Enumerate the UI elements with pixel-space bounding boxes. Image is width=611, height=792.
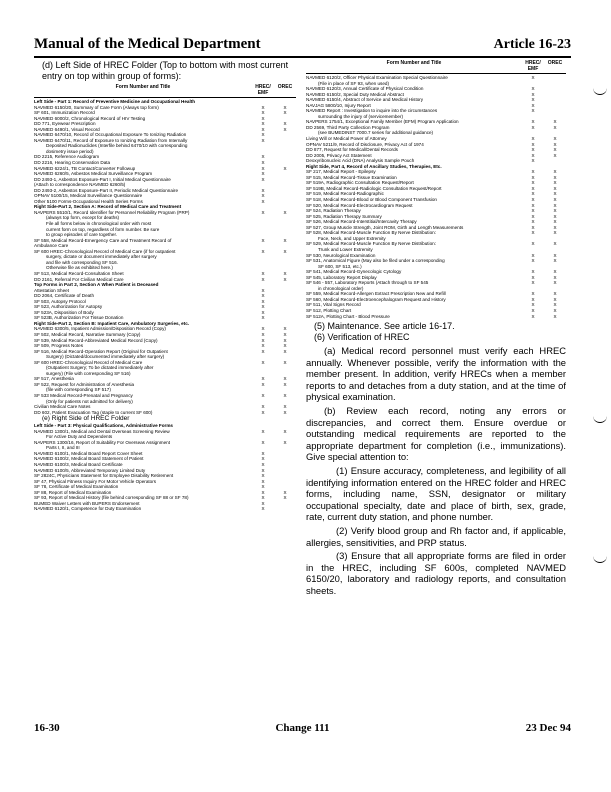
col-form-title: Form Number and Title — [115, 84, 171, 90]
orec-mark: X — [553, 224, 557, 230]
hrec-mark: X — [531, 102, 535, 108]
form-title: BUMED Waiver Letters with BUPERS Endorsement — [34, 500, 140, 506]
hrec-mark: X — [261, 404, 265, 410]
form-title: File all forms below in chronological order with most — [46, 221, 152, 227]
hrec-mark: X — [261, 326, 265, 332]
form-title: OPNAV 5211/9, Record of Disclosure, Privacy Act of 1974 — [306, 141, 424, 147]
hrec-mark: X — [261, 343, 265, 349]
hrec-mark: X — [531, 197, 535, 203]
form-title: Right Side-Part 2, Section B: Inpatient Care, Ambulatory Surgeries, etc. — [34, 320, 190, 326]
orec-mark: X — [283, 237, 287, 243]
right-table-header — [306, 60, 566, 74]
right-form-list — [306, 75, 566, 319]
orec-mark: X — [553, 307, 557, 313]
margin-change-mark — [593, 88, 607, 95]
hrec-mark: X — [531, 180, 535, 186]
form-title: NAVMED 6470/10, Record of Occupational Exposure To Ionizing Radiation — [34, 132, 187, 138]
hrec-mark: X — [261, 348, 265, 354]
hrec-mark: X — [531, 269, 535, 275]
orec-mark: X — [553, 219, 557, 225]
col-form-title: Form Number and Title — [386, 60, 442, 66]
orec-mark: X — [553, 296, 557, 302]
hrec-mark: X — [261, 104, 265, 110]
form-title: NAVPERS 1300/16, Report of Suitability For Overseas Assignment — [34, 439, 171, 445]
form-title: NAVMED 6490/1, Visual Record — [34, 126, 100, 132]
hrec-mark: X — [261, 187, 265, 193]
hrec-mark: X — [261, 473, 265, 479]
page-header — [34, 34, 571, 58]
form-title: NAVMED 6120/3, Annual Certificate of Physical Condition — [306, 86, 424, 92]
hrec-mark: X — [531, 213, 535, 219]
hrec-mark: X — [261, 462, 265, 467]
orec-mark: X — [553, 241, 557, 247]
hrec-mark: X — [531, 108, 535, 114]
orec-mark: X — [283, 331, 287, 337]
para-b2: (2) Verify blood group and Rh factor and, if applicable, allergies, sensitivities, and PRP status. — [306, 524, 566, 548]
form-title: SF 559, Medical Record-Allergen Extract Prescription New and Refill — [306, 291, 446, 297]
hrec-mark: X — [261, 467, 265, 473]
hrec-mark: X — [261, 276, 265, 282]
form-title: SF 512, Plotting Chart — [306, 307, 352, 313]
form-row — [34, 506, 296, 512]
form-title: SF 93, Report of Medical History (file behind corresponding SF 88 or SF 78) — [34, 495, 189, 501]
hrec-mark: X — [261, 428, 265, 434]
hrec-mark: X — [531, 119, 535, 125]
form-title: SF 78, Certificate of Medical Examination — [34, 484, 119, 490]
form-title: NAVMED 6100/2, Medical Board Statement of Patient — [34, 456, 144, 462]
orec-mark: X — [283, 428, 287, 434]
hrec-mark: X — [531, 307, 535, 313]
form-title: Left Side - Part 1: Record of Preventive Medicine and Occupational Health — [34, 99, 196, 104]
form-title: SF 515, Medical Record-Tissue Examination — [306, 174, 397, 180]
form-title: (File in place of SF 93, when used) — [318, 80, 389, 86]
form-title: surrounding the injury of (servicemember) — [318, 113, 404, 119]
form-title: (Attach to correspondence NAVMED 6260/5) — [34, 182, 126, 188]
form-title: NAVMED 6120/2, Officer Physical Examination Special Questionnaire — [306, 75, 448, 80]
form-title: DD 602, Patient Evacuation Tag (staple to current SF 600) — [34, 409, 153, 415]
hrec-mark: X — [261, 500, 265, 506]
change-number: Change 111 — [275, 722, 330, 734]
hrec-mark: X — [531, 230, 535, 236]
form-title: DD 771, Eyewear Prescription — [34, 121, 96, 127]
orec-mark: X — [283, 343, 287, 349]
form-title: NAVPERS 1754/1, Exceptional Family Member (EFM) Program Application — [306, 119, 459, 125]
form-title: SF 529, Medical Record-Muscle Function By Nerve Distribution: — [306, 241, 436, 247]
hrec-mark: X — [531, 202, 535, 208]
orec-mark: X — [283, 276, 287, 282]
form-title: SF 88, Report of Medical Examination — [34, 489, 112, 495]
orec-mark: X — [553, 291, 557, 297]
hrec-mark: X — [261, 337, 265, 343]
form-title: Right Side-Part 2, Section A: Record of Medical Care and Treatment — [34, 204, 182, 210]
orec-mark: X — [553, 202, 557, 208]
orec-mark: X — [553, 191, 557, 197]
form-title: SF 502, Medical Record, Narrative Summary (Copy) — [34, 331, 141, 337]
para-b: (b) Review each record, noting any errors or discrepancies, and correct them. Ensure overdue or outstanding medical requirements are reported to the appropriate department for completion (i.e., immunizations). Give special attention to: — [306, 405, 566, 463]
orec-mark: X — [283, 270, 287, 276]
orec-mark: X — [553, 169, 557, 175]
hrec-mark — [252, 415, 274, 423]
hrec-mark: X — [261, 115, 265, 121]
orec-mark: X — [553, 258, 557, 264]
orec-mark: X — [553, 302, 557, 308]
form-title: SF 526, Medical Record-Interstitial/Intercavity Therapy — [306, 219, 417, 225]
hrec-mark: X — [261, 506, 265, 512]
hrec-mark: X — [531, 141, 535, 147]
form-title: Living Will or Medical Power of Attorney — [306, 136, 387, 142]
orec-mark: X — [553, 147, 557, 153]
form-title: NAVMED 6260/5, Asbestos Medical Surveillance Program — [34, 171, 153, 177]
orec-mark: X — [553, 152, 557, 158]
form-title: Trunk and Lower Extremity — [318, 246, 373, 252]
margin-change-mark — [593, 556, 607, 563]
page-footer — [34, 718, 571, 734]
col-orec: OREC — [547, 60, 563, 66]
form-title: SF 546 - 557, Laboratory Reports (Attach through to SF 545 — [306, 280, 429, 286]
hrec-mark: X — [261, 495, 265, 501]
hrec-mark: X — [531, 158, 535, 164]
form-title: OPNAV 5100/15, Medical Surveillance Questionnaire — [34, 193, 143, 199]
page-number: 16-30 — [34, 722, 60, 734]
form-title: SF 531, Anatomical Figure (May also be filed under a corresponding — [306, 258, 445, 264]
form-title: SF 539, Medical Record-Abbreviated Medical Record (Copy) — [34, 337, 158, 343]
form-title: For Active Duty and Dependents — [46, 434, 113, 440]
left-form-list — [34, 99, 296, 512]
form-title: Otherwise file as exhibited here.) — [46, 265, 113, 271]
hrec-mark: X — [531, 302, 535, 308]
form-title: DD 2005, Privacy Act Statement — [306, 152, 372, 158]
orec-mark: X — [283, 337, 287, 343]
hrec-mark: X — [531, 258, 535, 264]
orec-mark: X — [283, 209, 287, 215]
form-title: NAVPERS 5510/1, Record Identifier for Personnel Reliability Program (PRP) — [34, 209, 190, 215]
form-title: Deoxyribonucleic Acid (DNA) Analysis Sample Pouch — [306, 158, 415, 164]
form-title: NAVJAG 5800/10, Injury Report — [306, 102, 371, 108]
form-title: SF 47, Physical Fitness Inquiry For Motor Vehicle Operators — [34, 478, 157, 484]
form-title: Surgery) (Dictated/documented immediately after surgery) — [46, 354, 165, 360]
hrec-mark: X — [261, 137, 265, 143]
orec-mark: X — [283, 121, 287, 127]
form-title: SF 519, Medical Record-Radiographic — [306, 191, 384, 197]
form-title: SF 527, Group Muscle Strength, Joint ROM, Girth and Length Measurements — [306, 224, 464, 230]
hrec-mark: X — [531, 291, 535, 297]
form-title: in chronological order) — [318, 285, 364, 291]
orec-mark: X — [283, 165, 287, 171]
hrec-mark: X — [261, 478, 265, 484]
form-title: SF 601, Immunization Record — [34, 110, 95, 116]
form-title: NAVMED Report : Investigation to inquire into the circumstances — [306, 108, 438, 114]
form-title: SF 518, Medical Record-Blood or Blood Component Transfusion — [306, 197, 437, 203]
verification-heading: (6) Verification of HREC — [314, 332, 410, 343]
hrec-mark: X — [261, 270, 265, 276]
hrec-mark: X — [261, 293, 265, 299]
orec-mark — [274, 506, 296, 512]
hrec-mark: X — [531, 97, 535, 103]
form-title: SF 530, Neurological Examination — [306, 252, 376, 258]
form-title: SF 533 Medical Record-Prenatal and Pregnancy — [34, 392, 133, 398]
form-title: NAVMED 6120/1, Competence for Duty Examination — [34, 506, 142, 512]
col-orec: OREC — [277, 84, 293, 90]
hrec-mark: X — [261, 287, 265, 293]
orec-mark: X — [283, 381, 287, 387]
hrec-mark: X — [261, 165, 265, 171]
form-title: to group episodes of care together. — [46, 232, 117, 238]
form-title: SF 558, Medical Record-Emergency Care and Treatment Record of — [34, 237, 172, 243]
form-title: NAVMED 6470/11, Record of Exposure to Ionizing Radiation from Internally — [34, 137, 188, 143]
form-title: SF 217, Medical Report - Epilepsy — [306, 169, 376, 175]
orec-mark: X — [283, 110, 287, 116]
hrec-mark: X — [261, 304, 265, 310]
form-title: (see BUMEDINST 7000.7 series for additional guidance) — [318, 130, 434, 136]
orec-mark: X — [553, 119, 557, 125]
hrec-mark: X — [261, 489, 265, 495]
form-title: DD 2064, Certificate of Death — [34, 293, 95, 299]
form-title: surgery) (File with corresponding SF 516) — [46, 370, 131, 376]
form-title: SF 503, Autopsy Protocol — [34, 298, 86, 304]
form-title: SF 560, Medical Record-Electroencephalogram Request and History — [306, 296, 446, 302]
hrec-mark: X — [261, 450, 265, 456]
hrec-mark: X — [531, 313, 535, 319]
orec-mark: X — [553, 124, 557, 130]
hrec-mark: X — [531, 147, 535, 153]
hrec-mark: X — [531, 169, 535, 175]
orec-mark: X — [553, 141, 557, 147]
hrec-mark: X — [261, 331, 265, 337]
left-folder-intro: (d) Left Side of HREC Folder (Top to bottom with most current entry on top within group of forms): — [42, 60, 289, 81]
form-title: SF 524, Radiation Therapy — [306, 208, 361, 214]
form-title: NAVMED 6100/5, Abbreviated Temporary Limited Duty — [34, 467, 146, 473]
form-title: SF 545, Laboratory Report Display — [306, 274, 377, 280]
hrec-mark: X — [531, 241, 535, 247]
orec-mark: X — [283, 104, 287, 110]
hrec-mark: X — [261, 359, 265, 365]
form-title: SF 600 HREC-Chronological Record of Medical Care (if for outpatient — [34, 248, 176, 254]
form-title: Face, Neck, and Upper Extremity — [318, 235, 386, 241]
hrec-mark: X — [531, 75, 535, 80]
hrec-mark: X — [531, 91, 535, 97]
form-title: DD 877, Request for Medical/Dental Records — [306, 147, 398, 153]
para-a: (a) Medical record personnel must verify each HREC annually. Whenever possible, verify the information with the member present. In addition, verify HRECs when a member reports to and detaches from a duty station, and at the time of physical examination. — [306, 345, 566, 403]
hrec-mark: X — [531, 152, 535, 158]
form-title: and file with corresponding SF 516. — [46, 259, 119, 265]
form-title: NAVMED 6300/5, Inpatient Admission/Disposition Record (Copy) — [34, 326, 166, 332]
orec-mark: X — [283, 326, 287, 332]
form-title: (Outpatient Surgery; To be dictated immediately after — [46, 365, 154, 371]
form-title: SF 2824C, Physicians Statement for Employee Disability Retirement — [34, 473, 174, 479]
hrec-mark: X — [261, 132, 265, 138]
orec-mark: X — [553, 208, 557, 214]
hrec-mark: X — [261, 160, 265, 166]
form-title: Parts I, II, and III — [46, 445, 80, 451]
orec-mark: X — [283, 248, 287, 254]
form-title: SF 513, Medical Record-Consultation Sheet — [34, 270, 124, 276]
right-column — [306, 60, 566, 599]
hrec-mark: X — [261, 376, 265, 382]
orec-mark: X — [553, 252, 557, 258]
orec-mark: X — [283, 126, 287, 132]
manual-title: Manual of the Medical Department — [34, 36, 261, 52]
form-title: NAVMED 6150/4, Abstract of Service and Medical History — [306, 97, 424, 103]
orec-mark: X — [283, 348, 287, 354]
orec-mark: X — [553, 197, 557, 203]
form-title: NAVMED 6150/20, Summary of Care Form (Always top form) — [34, 104, 159, 110]
hrec-mark: X — [531, 185, 535, 191]
para-b3: (3) Ensure that all appropriate forms are filed in order in the HREC, including SF 600s, completed NAVMED 6150/20, laboratory and radiology reports, and consultation sheets. — [306, 550, 566, 596]
form-title: NAVMED 6150/2, Special Duty Medical Abstract — [306, 91, 404, 97]
orec-mark: X — [283, 489, 287, 495]
hrec-mark: X — [261, 298, 265, 304]
hrec-mark: X — [531, 124, 535, 130]
form-title: NAVMED 6100/3, Medical Board Certificate — [34, 462, 123, 467]
form-title: SF 525, Radiation Therapy Summary — [306, 213, 382, 219]
form-title: NAVMED 6224/1, TB Contact/Converter Followup — [34, 165, 136, 171]
hrec-mark: X — [531, 208, 535, 214]
form-title: NAVMED 6000/2, Chronological Record of HIV Testing — [34, 115, 146, 121]
para-b1: (1) Ensure accuracy, completeness, and legibility of all identifying information entered on the HREC folder and HREC forms, including name, SSN, designator or military occupational specialty, date and place of birth, sex, grade, rate, current duty station, and phone number. — [306, 465, 566, 523]
col-hrec: HREC/ EMF — [255, 84, 271, 96]
form-title: SF 600, SF 513, etc.) — [318, 263, 362, 269]
orec-mark: X — [553, 136, 557, 142]
form-title: NAVMED 1300/1, Medical and Dental Overseas Screening Review — [34, 428, 170, 434]
hrec-mark: X — [261, 121, 265, 127]
form-title: SF 541, Medical Record-Gynecologic Cytology — [306, 269, 402, 275]
form-title: Ambulance Care — [34, 243, 69, 249]
orec-mark: X — [553, 185, 557, 191]
article-number: Article 16-23 — [493, 37, 571, 52]
form-title: DD 2493-1, Asbestos Exposure-Part I, Initial Medical Questionnaire — [34, 176, 171, 182]
orec-mark: X — [553, 274, 557, 280]
hrec-mark: X — [531, 191, 535, 197]
form-title: Civilian Medical Care Notes — [34, 404, 91, 410]
form-title: NAVMED 6100/1, Medical Board Report Cover Sheet — [34, 450, 143, 456]
hrec-mark: X — [261, 110, 265, 116]
hrec-mark: X — [531, 280, 535, 286]
form-title: surgery, dictate or document immediately after surgery — [46, 254, 157, 260]
verification-text — [306, 345, 566, 596]
hrec-mark: X — [531, 224, 535, 230]
form-title: SF 512A, Plotting Chart - Blood Pressure — [306, 313, 390, 319]
left-table-header — [34, 84, 296, 98]
orec-mark: X — [553, 180, 557, 186]
hrec-mark: X — [261, 392, 265, 398]
form-title: Attestation Sheet — [34, 287, 69, 293]
hrec-mark: X — [531, 274, 535, 280]
hrec-mark: X — [261, 484, 265, 490]
form-title: SF 523B, Authorization For Tissue Donation — [34, 315, 124, 321]
form-title: DD 2161, Referral For Civilian Medical Care — [34, 276, 124, 282]
hrec-mark: X — [531, 296, 535, 302]
hrec-mark: X — [261, 198, 265, 204]
form-title: SF 519B, Medical Record-Radiologic Consultation Request/Report — [306, 185, 442, 191]
orec-mark: X — [553, 230, 557, 236]
form-title: current form on top, regardless of form number. Be sure — [46, 226, 160, 232]
form-title: SF 516, Medical Record-Operation Report (Original for Outpatient — [34, 348, 168, 354]
hrec-mark: X — [531, 136, 535, 142]
form-title: Left Side - Part 3: Physical Qualifications, Administrative Forms — [34, 423, 173, 429]
left-column — [34, 60, 296, 512]
col-hrec: HREC/ EMF — [525, 60, 541, 72]
orec-mark: X — [283, 495, 287, 501]
orec-mark: X — [283, 404, 287, 410]
form-title: SF 600 HREC-Chronological Record of Medical Care — [34, 359, 143, 365]
hrec-mark: X — [261, 193, 265, 199]
hrec-mark: X — [261, 237, 265, 243]
form-title: SF 511, Vital Signs Record — [306, 302, 361, 308]
form-title: DD 2216, Hearing Conservation Data — [34, 160, 111, 166]
orec-mark: X — [553, 213, 557, 219]
form-title: SF 523A, Disposition of Body — [34, 309, 94, 315]
form-title: DD 2569, Third Party Collection Program — [306, 124, 390, 130]
hrec-mark: X — [531, 219, 535, 225]
form-title: SF 509, Progress Notes — [34, 343, 84, 349]
page-date: 23 Dec 94 — [525, 722, 571, 734]
orec-mark: X — [553, 313, 557, 319]
form-title: SF 520, Medical Record-Electrocardiogram Request — [306, 202, 413, 208]
form-title: Right Side, Part 4, Record of Ancillary Studies, Therapies, Etc. — [306, 163, 442, 169]
hrec-mark: X — [261, 171, 265, 177]
orec-mark: X — [553, 269, 557, 275]
orec-mark — [274, 415, 296, 423]
orec-mark: X — [283, 409, 287, 415]
hrec-mark: X — [261, 309, 265, 315]
form-title: SF 522, Request for Administration of Anesthesia — [34, 381, 135, 387]
form-title: (e) Right Side of HREC Folder — [42, 415, 130, 423]
hrec-mark: X — [261, 315, 265, 321]
hrec-mark: X — [261, 456, 265, 462]
hrec-mark: X — [261, 409, 265, 415]
hrec-mark: X — [531, 86, 535, 92]
form-title: SF 523, Authorization for Autopsy — [34, 304, 103, 310]
form-title: Top Forms in Part 2, Section A When Patient is Deceased — [34, 282, 159, 288]
orec-mark: X — [283, 359, 287, 365]
form-title: dosimetry issue period) — [46, 148, 94, 154]
form-title: SF 528, Medical Record-Muscle Function By Nerve Distribution: — [306, 230, 436, 236]
hrec-mark: X — [261, 126, 265, 132]
orec-mark: X — [283, 376, 287, 382]
hrec-mark: X — [261, 248, 265, 254]
form-title: (file with corresponding SF 517) — [46, 387, 111, 393]
hrec-mark: X — [531, 252, 535, 258]
margin-change-mark — [593, 416, 607, 423]
form-title: DD 2493-2, Asbestos Exposure-Part II, Periodic Medical Questionnaire — [34, 187, 179, 193]
orec-mark: X — [283, 392, 287, 398]
orec-mark: X — [553, 280, 557, 286]
hrec-mark: X — [261, 439, 265, 445]
hrec-mark: X — [261, 154, 265, 160]
form-title: DD 2215, Reference Audiogram — [34, 154, 100, 160]
maintenance-line: (5) Maintenance. See article 16-17. — [314, 321, 455, 332]
hrec-mark: X — [261, 176, 265, 182]
form-title: SF 517, Anesthesia — [34, 376, 74, 382]
form-row — [306, 314, 566, 320]
hrec-mark: X — [261, 381, 265, 387]
form-title: Deposited Radionuclides (Interfile behind 6470/10 with corresponding — [46, 143, 188, 149]
form-title: Other 5100 Forms-Occupational Health Series Forms — [34, 198, 143, 204]
orec-mark: X — [553, 174, 557, 180]
form-title: (Only for patients not admitted for delivery) — [46, 398, 133, 404]
orec-mark: X — [283, 439, 287, 445]
form-title: SF 519A, Radiographic Consultation Request/Report — [306, 180, 414, 186]
hrec-mark: X — [531, 174, 535, 180]
hrec-mark: X — [261, 209, 265, 215]
subsection-heading — [34, 415, 296, 423]
form-title: (always top form, except for deaths) — [46, 215, 120, 221]
